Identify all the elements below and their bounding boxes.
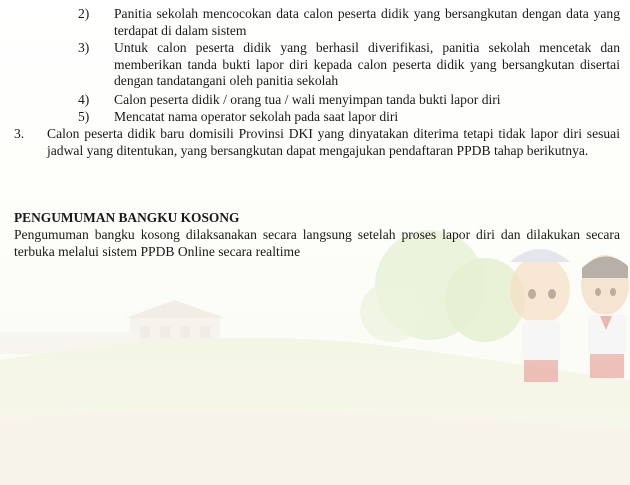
- list-item-number: 2): [78, 6, 90, 21]
- list-item-text: Untuk calon peserta didik yang berhasil diverifikasi, panitia sekolah mencetak dan memberikan tanda bukti lapor diri kepada calon peserta didik yang bersangkutan disertai dengan tandatangani oleh panitia sekolah: [114, 40, 620, 88]
- list-item-text: Mencatat nama operator sekolah pada saat lapor diri: [114, 109, 399, 124]
- list-item-number: 4): [78, 92, 90, 107]
- list-item: [78, 40, 620, 90]
- item-number: 3.: [14, 126, 25, 141]
- list-item: [78, 6, 620, 39]
- list-item: [78, 92, 620, 109]
- list-item-number: 5): [78, 109, 90, 124]
- section-paragraph: Pengumuman bangku kosong dilaksanakan secara langsung setelah proses lapor diri dan dilakukan secara terbuka melalui sistem PPDB Online secara realtime: [14, 227, 620, 259]
- list-item-text: Calon peserta didik / orang tua / wali menyimpan tanda bukti lapor diri: [114, 92, 501, 107]
- list-item: [78, 109, 620, 126]
- section-heading: PENGUMUMAN BANGKU KOSONG: [14, 210, 240, 225]
- list-item-text: Panitia sekolah mencocokan data calon peserta didik yang bersangkutan dengan data yang terdapat di dalam sistem: [114, 6, 620, 38]
- numbered-item: [14, 126, 620, 159]
- list-item-number: 3): [78, 40, 90, 55]
- item-text: Calon peserta didik baru domisili Provinsi DKI yang dinyatakan diterima tetapi tidak lapor diri sesuai jadwal yang ditentukan, yang bersangkutan dapat mengajukan pendaftaran PPDB tahap berikutnya.: [47, 126, 620, 158]
